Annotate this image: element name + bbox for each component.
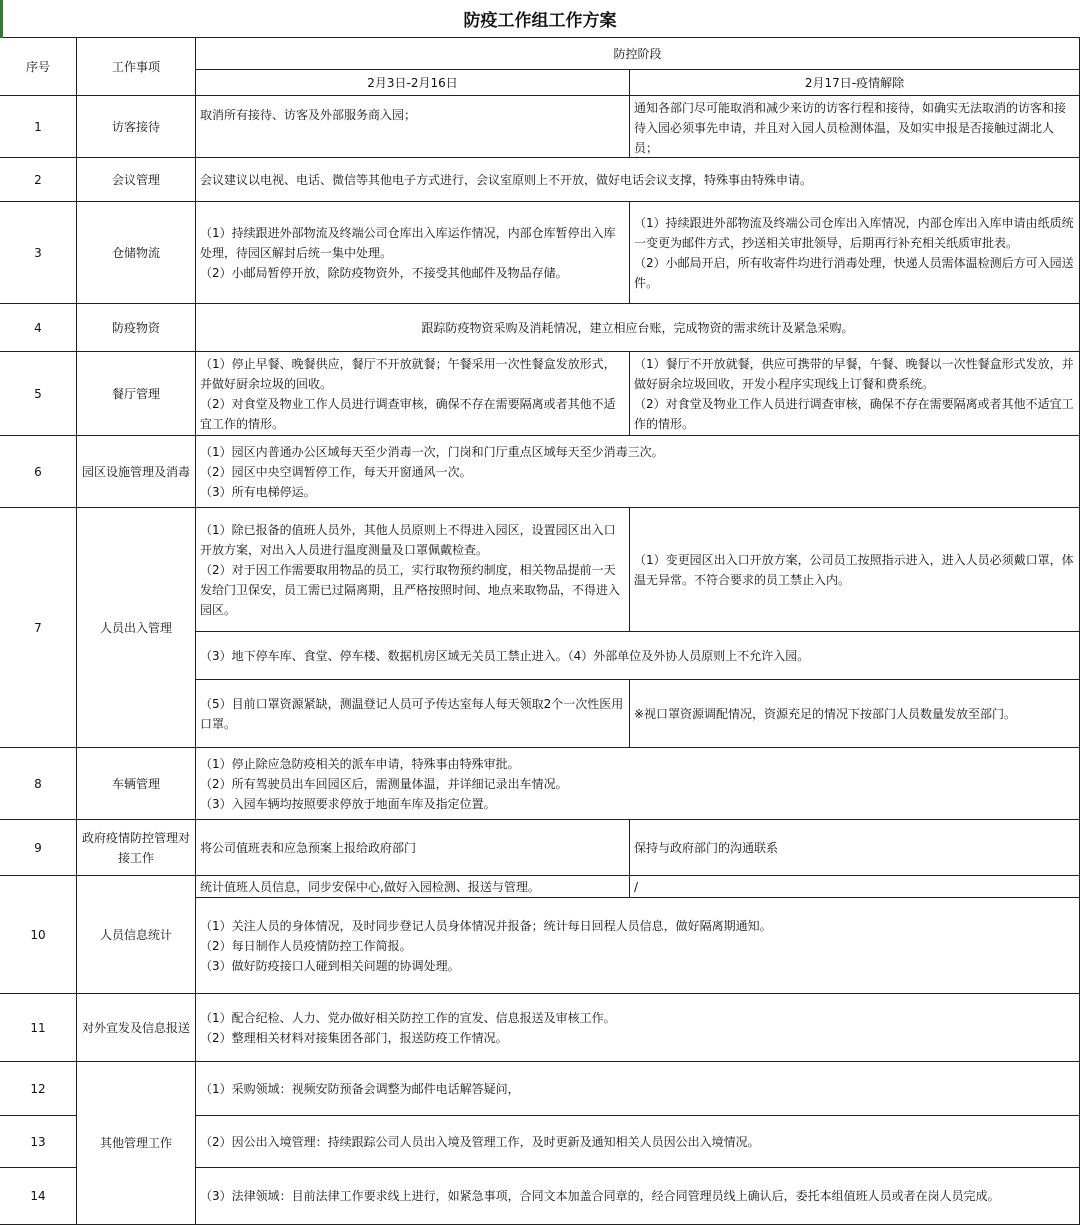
header-item[interactable]: 工作事项 bbox=[77, 38, 196, 96]
row10-phase1-text: 统计值班人员信息，同步安保中心,做好入园检测、报送与管理。 bbox=[200, 879, 540, 894]
header-no[interactable]: 序号 bbox=[0, 38, 77, 96]
row5-phase2[interactable] bbox=[630, 352, 1080, 436]
row7-merged-text: （3）地下停车库、食堂、停车楼、数据机房区域无关员工禁止进入。（4）外部单位及外协人员原则上不允许入园。 bbox=[200, 648, 810, 663]
row10-item[interactable]: 人员信息统计 bbox=[77, 876, 196, 994]
row3-phase2[interactable] bbox=[630, 202, 1080, 304]
row7-phase1-a[interactable] bbox=[196, 508, 630, 632]
row7-phase2-b-text: ※视口罩资源调配情况，资源充足的情况下按部门人员数量发放至部门。 bbox=[634, 706, 1017, 721]
row1-phase1[interactable]: 取消所有接待、访客及外部服务商入园； bbox=[196, 96, 630, 158]
row6-no[interactable]: 6 bbox=[0, 436, 77, 508]
row2-content[interactable] bbox=[196, 158, 1080, 202]
row12-content[interactable] bbox=[196, 1062, 1080, 1116]
row1-no[interactable]: 1 bbox=[0, 96, 77, 158]
header-phase2[interactable]: 2月17日-疫情解除 bbox=[630, 70, 1080, 96]
selection-marker bbox=[0, 0, 3, 38]
row4-item[interactable]: 防疫物资 bbox=[77, 304, 196, 352]
row5-phase1-text: （1）停止早餐、晚餐供应，餐厅不开放就餐；午餐采用一次性餐盒发放形式，并做好厨余垃圾的回收。 （2）对食堂及物业工作人员进行调查审核，确保不存在需要隔离或者其他不适宜工作的情形。 bbox=[200, 356, 616, 431]
row2-text: 会议建议以电视、电话、微信等其他电子方式进行，会议室原则上不开放，做好电话会议支撑，特殊事由特殊申请。 bbox=[200, 172, 813, 187]
row11-item[interactable]: 对外宣发及信息报送 bbox=[77, 994, 196, 1062]
row3-phase2-text: （1）持续跟进外部物流及终端公司仓库出入库情况，内部仓库出入库申请由纸质统一变更为邮件方式，抄送相关审批领导，后期再行补充相关纸质审批表。 （2）小邮局开启，所有收寄件均进行消毒处理，快递人员需体温检测后方可入园送件。 bbox=[634, 215, 1074, 290]
row3-item[interactable]: 仓储物流 bbox=[77, 202, 196, 304]
row7-merged[interactable] bbox=[196, 632, 1080, 680]
row7-phase1-b[interactable] bbox=[196, 680, 630, 748]
row13-content[interactable] bbox=[196, 1116, 1080, 1168]
row1-phase2[interactable]: 通知各部门尽可能取消和减少来访的访客行程和接待，如确实无法取消的访客和接待入园必须事先申请，并且对入园人员检测体温，及如实申报是否接触过湖北人员； bbox=[630, 96, 1080, 158]
row14-text: （3）法律领域：目前法律工作要求线上进行，如紧急事项，合同文本加盖合同章的，经合同管理员线上确认后，委托本组值班人员或者在岗人员完成。 bbox=[200, 1189, 1000, 1203]
header-phase[interactable]: 防控阶段 bbox=[196, 38, 1080, 70]
row8-no[interactable]: 8 bbox=[0, 748, 77, 820]
row7-item[interactable]: 人员出入管理 bbox=[77, 508, 196, 748]
row14-no[interactable]: 14 bbox=[0, 1168, 77, 1225]
row11-content[interactable] bbox=[196, 994, 1080, 1062]
sheet-title: 防疫工作组工作方案 bbox=[0, 0, 1080, 38]
row7-phase2-a[interactable] bbox=[630, 508, 1080, 632]
row7-no[interactable]: 7 bbox=[0, 508, 77, 748]
row14-content[interactable] bbox=[196, 1168, 1080, 1225]
row10-phase1[interactable] bbox=[196, 876, 630, 898]
row12-no[interactable]: 12 bbox=[0, 1062, 77, 1116]
row12-text: （1）采购领域：视频安防预备会调整为邮件电话解答疑问， bbox=[200, 1081, 520, 1096]
row7-phase1-a-text: （1）除已报备的值班人员外，其他人员原则上不得进入园区，设置园区出入口开放方案，对出入人员进行温度测量及口罩佩戴检查。 （2）对于因工作需要取用物品的员工，实行取物预约制度，相关物品提前一天发给门卫保安，员工需已过隔离期，且严格按照时间、地点来取物品，不得进入园区。 bbox=[200, 522, 621, 617]
row9-phase2-text: 保持与政府部门的沟通联系 bbox=[634, 840, 779, 855]
row12-item[interactable]: 其他管理工作 bbox=[77, 1062, 196, 1225]
row3-phase1[interactable] bbox=[196, 202, 630, 304]
row5-phase1[interactable] bbox=[196, 352, 630, 436]
row11-text: （1）配合纪检、人力、党办做好相关防控工作的宣发、信息报送及审核工作。 （2）整理相关材料对接集团各部门，报送防疫工作情况。 bbox=[200, 1010, 616, 1045]
row9-item[interactable]: 政府疫情防控管理对接工作 bbox=[77, 820, 196, 876]
row9-phase1[interactable] bbox=[196, 820, 630, 876]
row10-phase2-text: / bbox=[634, 879, 639, 894]
row9-phase2[interactable] bbox=[630, 820, 1080, 876]
row3-no[interactable]: 3 bbox=[0, 202, 77, 304]
row8-item[interactable]: 车辆管理 bbox=[77, 748, 196, 820]
row2-no[interactable]: 2 bbox=[0, 158, 77, 202]
row4-content[interactable]: 跟踪防疫物资采购及消耗情况，建立相应台账，完成物资的需求统计及紧急采购。 bbox=[196, 304, 1080, 352]
row13-no[interactable]: 13 bbox=[0, 1116, 77, 1168]
row6-content[interactable] bbox=[196, 436, 1080, 508]
row6-item[interactable]: 园区设施管理及消毒 bbox=[77, 436, 196, 508]
row7-phase2-a-text: （1）变更园区出入口开放方案，公司员工按照指示进入，进入人员必须戴口罩，体温无异常。不符合要求的员工禁止入内。 bbox=[634, 552, 1074, 587]
row2-item[interactable]: 会议管理 bbox=[77, 158, 196, 202]
row7-phase1-b-text: （5）目前口罩资源紧缺，测温登记人员可予传达室每人每天领取2个一次性医用口罩。 bbox=[200, 696, 624, 731]
row5-item[interactable]: 餐厅管理 bbox=[77, 352, 196, 436]
row13-text: （2）因公出入境管理：持续跟踪公司人员出入境及管理工作，及时更新及通知相关人员因公出入境情况。 bbox=[200, 1134, 760, 1149]
row11-no[interactable]: 11 bbox=[0, 994, 77, 1062]
row3-phase1-text: （1）持续跟进外部物流及终端公司仓库出入库运作情况，内部仓库暂停出入库处理，待园区解封后统一集中处理。 （2）小邮局暂停开放，除防疫物资外，不接受其他邮件及物品存储。 bbox=[200, 225, 616, 280]
row4-no[interactable]: 4 bbox=[0, 304, 77, 352]
row8-content[interactable] bbox=[196, 748, 1080, 820]
row5-phase2-text: （1）餐厅不开放就餐，供应可携带的早餐，午餐、晚餐以一次性餐盒形式发放，并做好厨余垃圾回收，开发小程序实现线上订餐和费系统。 （2）对食堂及物业工作人员进行调查审核，确保不存在需要隔离或者其他不适宜工作的情形。 bbox=[634, 356, 1074, 431]
row7-phase2-b[interactable] bbox=[630, 680, 1080, 748]
row9-no[interactable]: 9 bbox=[0, 820, 77, 876]
row10-phase2[interactable] bbox=[630, 876, 1080, 898]
row1-item[interactable]: 访客接待 bbox=[77, 96, 196, 158]
row8-text: （1）停止除应急防疫相关的派车申请，特殊事由特殊审批。 （2）所有驾驶员出车回园区后，需测量体温，并详细记录出车情况。 （3）入园车辆均按照要求停放于地面车库及指定位置。 bbox=[200, 756, 568, 811]
header-phase1[interactable]: 2月3日-2月16日 bbox=[196, 70, 630, 96]
row10-no[interactable]: 10 bbox=[0, 876, 77, 994]
row10-merged-text: （1）关注人员的身体情况，及时同步登记人员身体情况并报备；统计每日回程人员信息，做好隔离期通知。 （2）每日制作人员疫情防控工作简报。 （3）做好防疫接口人碰到相关问题的协调处理。 bbox=[200, 918, 772, 973]
row5-no[interactable]: 5 bbox=[0, 352, 77, 436]
row6-text: （1）园区内普通办公区域每天至少消毒一次，门岗和门厅重点区域每天至少消毒三次。 （2）园区中央空调暂停工作，每天开窗通风一次。 （3）所有电梯停运。 bbox=[200, 444, 664, 499]
row10-merged[interactable] bbox=[196, 898, 1080, 994]
row9-phase1-text: 将公司值班表和应急预案上报给政府部门 bbox=[200, 840, 417, 855]
